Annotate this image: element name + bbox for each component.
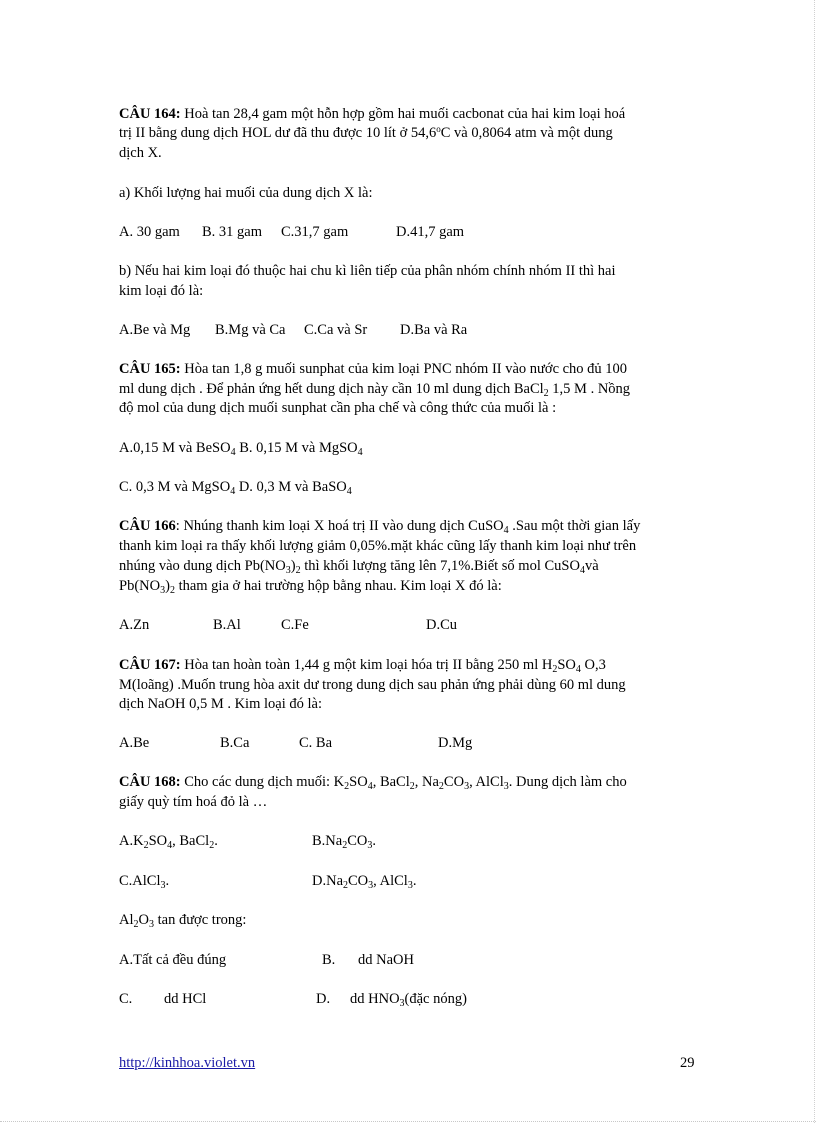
q167-line-1: CÂU 167: Hòa tan hoàn toàn 1,44 g một kim loại hóa trị II bằng 250 ml $H_2SO_4$ O,3 — [119, 657, 606, 675]
q165-line-3: độ mol của dung dịch muối sunphat cần pha chế và công thức của muối là : — [119, 400, 557, 416]
option-c: dd HCl — [164, 991, 207, 1007]
option-d: D.Cu — [426, 617, 458, 633]
option-d: D.Ba và Ra — [400, 322, 468, 338]
option-b: B.Al — [213, 617, 241, 633]
option-c: C.AlCl$_3$. — [119, 873, 170, 891]
q164-part-a: a) Khối lượng hai muối của dung dịch X là: — [119, 185, 373, 201]
option-d: D.Mg — [438, 735, 473, 751]
footer-link[interactable]: http://kinhhoa.violet.vn — [119, 1055, 256, 1071]
q166-line-2: thanh kim loại ra thấy khối lượng giảm 0,05%.mặt khác cũng lấy thanh kim loại như trên — [119, 538, 637, 554]
q166-line-4: $Pb(NO_3)_2$ tham gia ở hai trường hộp bằng nhau. Kim loại X đó là: — [119, 578, 502, 596]
q166-line-1: CÂU 166: Nhúng thanh kim loại X hoá trị II vào dung dịch CuSO$_4$ .Sau một thời gian lấy — [119, 518, 641, 536]
option-b: B.Ca — [220, 735, 250, 751]
q164-part-b-line-1: b) Nếu hai kim loại đó thuộc hai chu kì liên tiếp của phân nhóm chính nhóm II thì hai — [119, 263, 616, 279]
option-d: $D.Na_2CO_3$, AlCl$_3$. — [312, 873, 417, 891]
page-number: 29 — [680, 1055, 695, 1071]
q165-options-ab: A.0,15 M và BeSO$_4$ B. 0,15 M và MgSO$_4$ — [119, 440, 363, 458]
page-right-divider — [814, 0, 815, 1123]
option-d-label: D. — [316, 991, 331, 1007]
q164-line-3: dịch X. — [119, 145, 162, 161]
question-label: CÂU 166 — [119, 518, 176, 534]
q165-options-cd: C. 0,3 M và MgSO$_4$ D. 0,3 M và BaSO$_4$ — [119, 479, 352, 497]
q165-line-1: CÂU 165: Hòa tan 1,8 g muối sunphat của kim loại PNC nhóm II vào nước cho đủ 100 — [119, 361, 628, 377]
option-a: A. 30 gam — [119, 224, 180, 240]
option-a: A.Be — [119, 735, 150, 751]
option-d: D.41,7 gam — [396, 224, 465, 240]
option-b: B.Mg và Ca — [215, 322, 286, 338]
option-b: $B.Na_2CO_3$. — [312, 833, 376, 851]
option-a: A.Zn — [119, 617, 150, 633]
option-c: C.Fe — [281, 617, 309, 633]
page-bottom-divider — [0, 1121, 816, 1122]
option-b-label: B. — [322, 952, 336, 968]
option-c: C.31,7 gam — [281, 224, 349, 240]
question-label: CÂU 164: — [119, 106, 181, 122]
q169-line-1: $Al_2O_3$ tan được trong: — [119, 912, 247, 930]
q168-line-1: CÂU 168: Cho các dung dịch muối: $K_2SO_4$, BaCl$_2$, $Na_2CO_3$, AlCl$_3$. Dung dịch làm cho — [119, 774, 627, 792]
option-c: C.Ca và Sr — [304, 322, 368, 338]
option-a: A.Be và Mg — [119, 322, 191, 338]
q168-line-2: giấy quỳ tím hoá đỏ là … — [119, 794, 268, 810]
q167-line-3: dịch NaOH 0,5 M . Kim loại đó là: — [119, 696, 322, 712]
question-label: CÂU 165: — [119, 361, 181, 377]
q167-line-2: M(loãng) .Muốn trung hòa axit dư trong dung dịch sau phản ứng phải dùng 60 ml dung — [119, 677, 626, 693]
option-b: dd NaOH — [358, 952, 414, 968]
q164-line-2: trị II bằng dung dịch HOL dư đã thu được 10 lít ở 54,6$^o$C và 0,8064 atm và một dung — [119, 124, 613, 141]
option-d: dd $HNO_3(đặc$ nóng) — [350, 991, 467, 1009]
question-label: CÂU 168: — [119, 774, 181, 790]
option-a: $A.K_2SO_4$, BaCl$_2$. — [119, 833, 218, 851]
option-b: B. 31 gam — [202, 224, 263, 240]
option-c-label: C. — [119, 991, 133, 1007]
q164-part-b-line-2: kim loại đó là: — [119, 283, 204, 299]
q164-line-1: CÂU 164: Hoà tan 28,4 gam một hỗn hợp gồm hai muối cacbonat của hai kim loại hoá — [119, 106, 626, 122]
option-a: A.Tất cả đều đúng — [119, 952, 227, 968]
option-c: C. Ba — [299, 735, 333, 751]
q166-line-3: nhúng vào dung dịch $Pb(NO_3)_2$ thì khối lượng tăng lên 7,1%.Biết số mol CuSO$_4$và — [119, 558, 599, 576]
q165-line-2: ml dung dịch . Để phản ứng hết dung dịch này cần 10 ml dung dịch BaCl$_2$ 1,5 M . Nồng — [119, 381, 631, 399]
question-label: CÂU 167: — [119, 657, 181, 673]
